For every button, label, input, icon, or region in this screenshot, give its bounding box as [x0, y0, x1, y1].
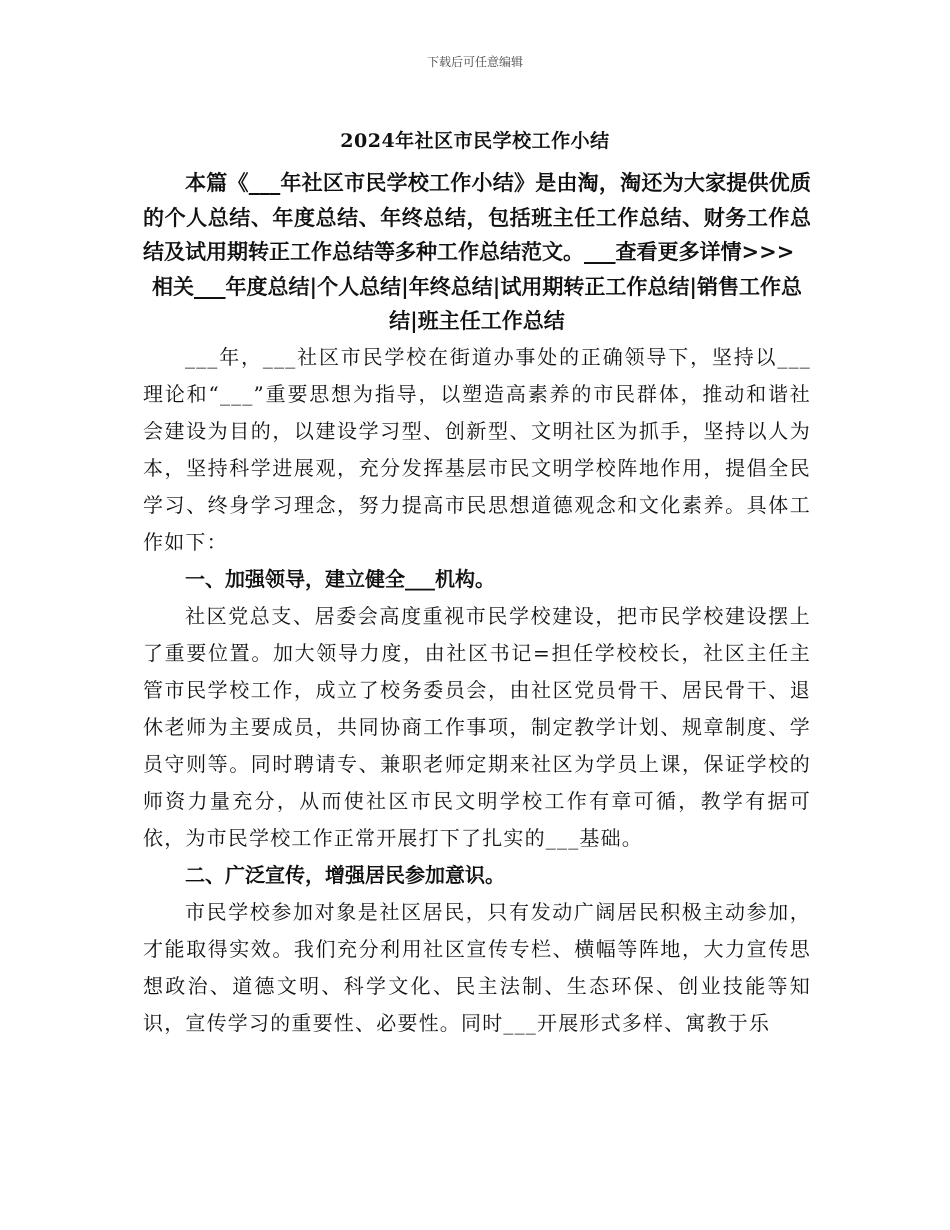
document-title: 2024年社区市民学校工作小结: [340, 130, 610, 152]
body-paragraph: ___年，___社区市民学校在街道办事处的正确领导下，坚持以___理论和“___”重要思想为指导，以塑造高素养的市民群体，推动和谐社会建设为目的，以建设学习型、创新型、文明社区为抓手，坚持以人为本，坚持科学进展观，充分发挥基层市民文明学校阵地作用，提倡全民学习、终身学习理念，努力提高市民思想道德观念和文化素养。具体工作如下：: [143, 344, 811, 554]
intro-paragraph: 本篇《___年社区市民学校工作小结》是由淘，淘还为大家提供优质的个人总结、年度总结、年终总结，包括班主任工作总结、财务工作总结及试用期转正工作总结等多种工作总结范文。___查看更多详情>>>: [143, 170, 811, 264]
section-heading: 一、加强领导，建立健全___机构。: [185, 566, 495, 591]
document-body: [143, 166, 811, 1042]
body-paragraph: 市民学校参加对象是社区居民，只有发动广阔居民积极主动参加，才能取得实效。我们充分利用社区宣传专栏、横幅等阵地，大力宣传思想政治、道德文明、科学文化、民主法制、生态环保、创业技能等知识，宣传学习的重要性、必要性。同时___开展形式多样、寓教于乐: [143, 899, 811, 1035]
page-header: 下载后可任意编辑: [426, 55, 523, 69]
related-links: 相关___年度总结|个人总结|年终总结|试用期转正工作总结|销售工作总结|班主任工作总结: [151, 273, 803, 333]
body-paragraph: 社区党总支、居委会高度重视市民学校建设，把市民学校建设摆上了重要位置。加大领导力度，由社区书记=担任学校校长，社区主任主管市民学校工作，成立了校务委员会，由社区党员骨干、居民骨干、退休老师为主要成员，共同协商工作事项，制定教学计划、规章制度、学员守则等。同时聘请专、兼职老师定期来社区为学员上课，保证学校的师资力量充分，从而使社区市民文明学校工作有章可循，教学有据可依，为市民学校工作正常开展打下了扎实的___基础。: [143, 603, 811, 850]
section-heading: 二、广泛宣传，增强居民参加意识。: [185, 862, 505, 887]
